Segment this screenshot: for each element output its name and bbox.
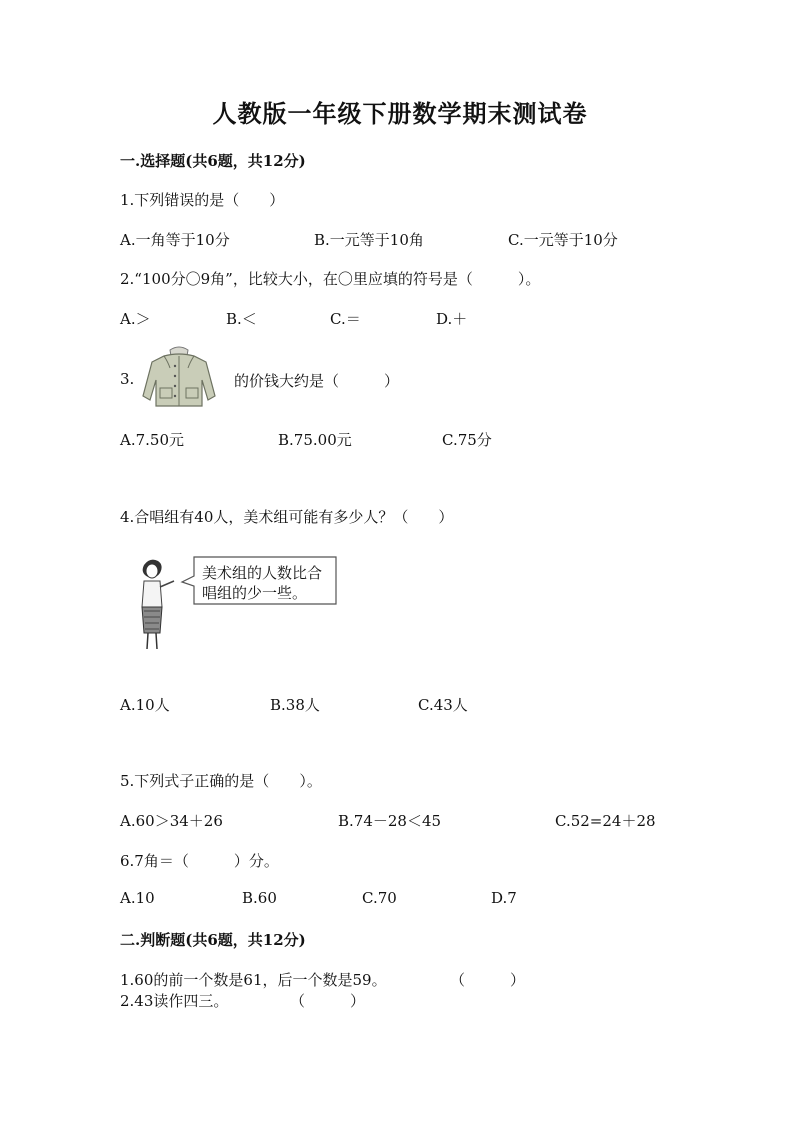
- page-title: 人教版一年级下册数学期末测试卷: [212, 99, 588, 128]
- q1-option-b: B.一元等于10角: [314, 231, 424, 249]
- question-2: 2.“100分〇9角”，比较大小，在〇里应填的符号是（ ）。: [120, 270, 541, 288]
- q3-option-a: A.7.50元: [120, 431, 184, 449]
- q3-option-c: C.75分: [442, 431, 492, 449]
- question-5: 5.下列式子正确的是（ ）。: [120, 772, 322, 790]
- q6-option-d: D.7: [491, 889, 517, 907]
- judgement-2-blank: （ ）: [290, 992, 366, 1010]
- q2-option-d: D.＋: [436, 310, 468, 328]
- q6-option-b: B.60: [242, 889, 277, 907]
- q6-option-c: C.70: [362, 889, 397, 907]
- q4-option-c: C.43人: [418, 696, 468, 714]
- question-1: 1.下列错误的是（ ）: [120, 191, 285, 209]
- q5-option-a: A.60＞34＋26: [120, 812, 223, 830]
- section-heading-choice: 一.选择题(共6题，共12分): [120, 152, 306, 170]
- q1-option-c: C.一元等于10分: [508, 231, 618, 249]
- q2-option-a: A.＞: [120, 310, 151, 328]
- q1-option-a: A.一角等于10分: [120, 231, 230, 249]
- section-heading-judgement: 二.判断题(共6题，共12分): [120, 931, 306, 949]
- question-6: 6.7角＝（ ）分。: [120, 852, 279, 870]
- coat-image: [140, 344, 218, 408]
- q3-option-b: B.75.00元: [278, 431, 352, 449]
- q4-option-b: B.38人: [270, 696, 320, 714]
- question-3: 的价钱大约是（ ）: [234, 372, 400, 390]
- question-3-number: 3.: [120, 370, 135, 388]
- question-4: 4.合唱组有40人，美术组可能有多少人？（ ）: [120, 508, 454, 526]
- q2-option-b: B.＜: [226, 310, 257, 328]
- speech-line-2: 唱组的少一些。: [202, 584, 308, 602]
- judgement-1: 1.60的前一个数是61，后一个数是59。: [120, 971, 387, 989]
- judgement-1-blank: （ ）: [450, 971, 526, 989]
- q5-option-c: C.52=24＋28: [555, 812, 656, 830]
- q2-option-c: C.＝: [330, 310, 361, 328]
- q4-option-a: A.10人: [120, 696, 170, 714]
- judgement-2: 2.43读作四三。: [120, 992, 229, 1010]
- q6-option-a: A.10: [120, 889, 155, 907]
- speech-line-1: 美术组的人数比合: [202, 564, 323, 582]
- q5-option-b: B.74－28＜45: [338, 812, 442, 830]
